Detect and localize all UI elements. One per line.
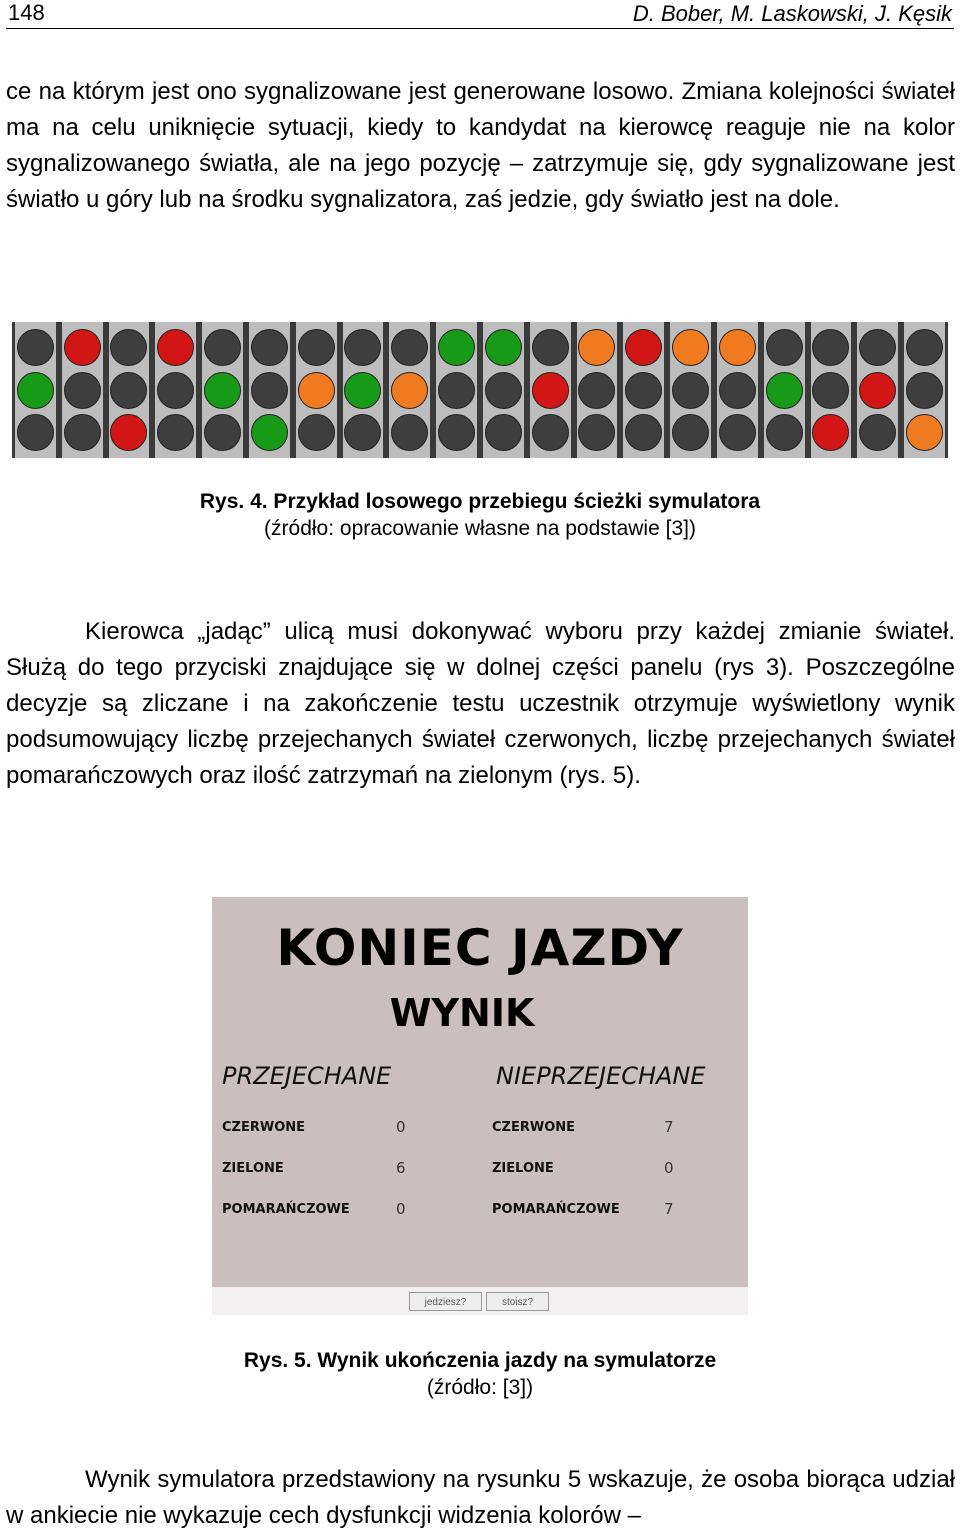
- signal-lamp-green: [251, 414, 288, 451]
- signal-lamp-off: [17, 329, 54, 366]
- signal-lamp-off: [812, 329, 849, 366]
- signal-lamp-off: [391, 414, 428, 451]
- right-row-label: ZIELONE: [492, 1161, 554, 1176]
- traffic-signal: [12, 322, 59, 458]
- go-button[interactable]: jedziesz?: [409, 1292, 482, 1311]
- figure-5-caption: [0, 1347, 960, 1401]
- signal-lamp-off: [672, 414, 709, 451]
- traffic-signal: [574, 322, 621, 458]
- signal-lamp-green: [344, 372, 381, 409]
- left-row-value: 0: [396, 1200, 406, 1218]
- traffic-signal: [199, 322, 246, 458]
- page-header: [6, 0, 954, 29]
- running-authors: D. Bober, M. Laskowski, J. Kęsik: [632, 1, 952, 26]
- signal-lamp-off: [532, 414, 569, 451]
- signal-lamp-off: [64, 372, 101, 409]
- signal-lamp-off: [766, 414, 803, 451]
- paragraph-1: ce na którym jest ono sygnalizowane jest generowane losowo. Zmiana kolejności świateł ma na celu uniknięcie sytuacji, kiedy to kandydat na kierowcę reaguje nie na kolor sygnalizowanego światła, ale na jego pozycję – zatrzymuje się, gdy sygnalizowane jest światło u góry lub na środku sygnalizatora, zaś jedzie, gdy światło jest na dole.: [6, 78, 955, 213]
- traffic-signal: [293, 322, 340, 458]
- traffic-signal: [433, 322, 480, 458]
- left-row-label: POMARAŃCZOWE: [222, 1202, 350, 1217]
- signal-lamp-red: [625, 329, 662, 366]
- result-title: KONIEC JAZDY: [276, 919, 684, 977]
- signal-lamp-off: [485, 372, 522, 409]
- signal-lamp-orange: [906, 414, 943, 451]
- signal-lamp-off: [110, 329, 147, 366]
- signal-lamp-red: [532, 372, 569, 409]
- traffic-signal: [808, 322, 855, 458]
- signal-lamp-off: [344, 329, 381, 366]
- signal-lamp-off: [625, 372, 662, 409]
- signal-lamp-off: [672, 372, 709, 409]
- signal-lamp-orange: [391, 372, 428, 409]
- traffic-signal: [106, 322, 153, 458]
- traffic-signal: [152, 322, 199, 458]
- traffic-signal: [59, 322, 106, 458]
- right-row-value: 7: [664, 1200, 674, 1218]
- traffic-signal: [761, 322, 808, 458]
- figure-4-caption-title: Rys. 4. Przykład losowego przebiegu ścieżki symulatora: [199, 490, 761, 513]
- result-subtitle: WYNIK: [389, 991, 535, 1035]
- right-row-label: POMARAŃCZOWE: [492, 1202, 620, 1217]
- signal-lamp-green: [485, 329, 522, 366]
- signal-lamp-red: [110, 414, 147, 451]
- figure-4-caption: [0, 488, 960, 542]
- signal-lamp-off: [578, 414, 615, 451]
- signal-lamp-off: [204, 414, 241, 451]
- signal-lamp-off: [157, 414, 194, 451]
- signal-lamp-off: [251, 372, 288, 409]
- signal-lamp-orange: [298, 372, 335, 409]
- signal-lamp-off: [859, 414, 896, 451]
- page-number: 148: [8, 0, 45, 25]
- passed-header: PRZEJECHANE: [222, 1062, 392, 1090]
- signal-lamp-off: [438, 372, 475, 409]
- signal-lamp-off: [906, 372, 943, 409]
- signal-lamp-red: [812, 414, 849, 451]
- signal-lamp-green: [438, 329, 475, 366]
- result-screen: [212, 897, 748, 1315]
- signal-lamp-off: [766, 329, 803, 366]
- traffic-signal: [620, 322, 667, 458]
- signal-lamp-off: [110, 372, 147, 409]
- signal-lamp-orange: [578, 329, 615, 366]
- signal-lamp-off: [625, 414, 662, 451]
- signal-lamp-orange: [672, 329, 709, 366]
- signal-lamp-green: [17, 372, 54, 409]
- traffic-signal: [386, 322, 433, 458]
- paragraph-3: Wynik symulatora przedstawiony na rysunku 5 wskazuje, że osoba biorąca udział w ankiecie nie wykazuje cech dysfunkcji widzenia kolorów –: [6, 1466, 955, 1529]
- signal-lamp-red: [64, 329, 101, 366]
- figure-5-caption-title: Rys. 5. Wynik ukończenia jazdy na symulatorze: [243, 1349, 717, 1372]
- signal-lamp-off: [344, 414, 381, 451]
- right-row-value: 0: [664, 1159, 674, 1177]
- button-bar: [212, 1287, 748, 1315]
- signal-lamp-off: [485, 414, 522, 451]
- signal-lamp-green: [204, 372, 241, 409]
- signal-lamp-off: [719, 372, 756, 409]
- left-row-label: CZERWONE: [222, 1120, 306, 1135]
- traffic-signal: [667, 322, 714, 458]
- signal-lamp-off: [204, 329, 241, 366]
- left-row-value: 0: [396, 1118, 406, 1136]
- signal-lamp-off: [906, 329, 943, 366]
- signal-lamp-off: [812, 372, 849, 409]
- traffic-signal: [246, 322, 293, 458]
- right-row-value: 7: [664, 1118, 674, 1136]
- traffic-signal: [854, 322, 901, 458]
- right-row-label: CZERWONE: [492, 1120, 576, 1135]
- left-row-value: 6: [396, 1159, 406, 1177]
- signal-lamp-off: [64, 414, 101, 451]
- signal-lamp-off: [298, 329, 335, 366]
- left-row-label: ZIELONE: [222, 1161, 284, 1176]
- signal-lamp-off: [17, 414, 54, 451]
- signal-lamp-red: [859, 372, 896, 409]
- signal-lamp-off: [391, 329, 428, 366]
- figure-5-caption-source: (źródło: [3]): [426, 1376, 534, 1399]
- signal-lamp-off: [578, 372, 615, 409]
- traffic-signal: [340, 322, 387, 458]
- signal-lamp-off: [298, 414, 335, 451]
- signal-lamp-off: [438, 414, 475, 451]
- traffic-lights-figure: [12, 322, 948, 458]
- not-passed-header: NIEPRZEJECHANE: [496, 1062, 706, 1090]
- traffic-signal: [901, 322, 948, 458]
- traffic-signal: [527, 322, 574, 458]
- signal-lamp-off: [719, 414, 756, 451]
- signal-lamp-off: [157, 372, 194, 409]
- traffic-signal: [480, 322, 527, 458]
- traffic-signal: [714, 322, 761, 458]
- signal-lamp-red: [157, 329, 194, 366]
- signal-lamp-off: [532, 329, 569, 366]
- figure-4-caption-source: (źródło: opracowanie własne na podstawie [3]): [264, 517, 696, 540]
- paragraph-2: Kierowca „jadąc” ulicą musi dokonywać wyboru przy każdej zmianie świateł. Służą do tego przyciski znajdujące się w dolnej części panelu (rys 3). Poszczególne decyzje są zliczane i na zakończenie testu uczestnik otrzymuje wyświetlony wynik podsumowujący liczbę przejechanych świateł czerwonych, liczbę przejechanych świateł pomarańczowych oraz ilość zatrzymań na zielonym (rys. 5).: [6, 618, 955, 789]
- signal-lamp-green: [766, 372, 803, 409]
- signal-lamp-off: [859, 329, 896, 366]
- signal-lamp-off: [251, 329, 288, 366]
- signal-lamp-orange: [719, 329, 756, 366]
- stop-button[interactable]: stoisz?: [486, 1292, 549, 1311]
